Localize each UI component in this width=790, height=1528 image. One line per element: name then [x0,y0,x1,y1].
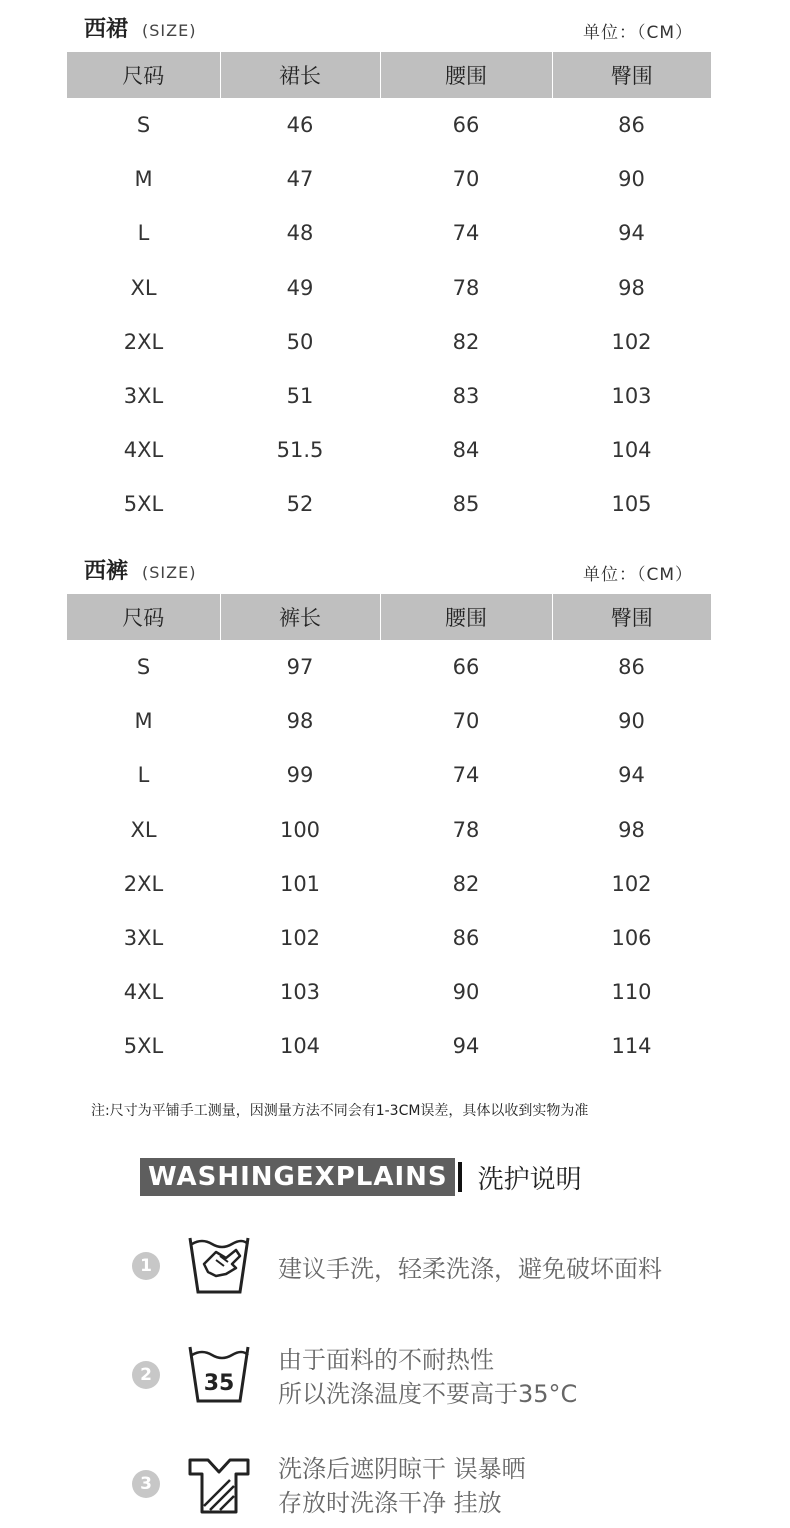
table-row [67,640,711,694]
table-cell: 94 [618,763,645,788]
care-number-badge: 3 [132,1470,160,1498]
table-cell: 105 [611,492,652,517]
header-cell: 臀围 [552,594,711,640]
table-row [67,369,711,423]
care-text-block [278,1452,526,1520]
table-cell: 49 [286,275,314,300]
table-cell: 74 [452,221,480,246]
table-row [67,152,711,206]
washing-banner [140,1158,582,1196]
wash-35-icon [186,1343,252,1405]
table-cell: 90 [452,980,480,1005]
pants-section-title [84,554,196,585]
table-cell: 46 [286,113,314,138]
header-cell: 臀围 [552,52,711,98]
table-cell: 86 [618,113,645,138]
table-row [67,98,711,152]
table-row [67,803,711,857]
skirt-table-body [67,98,711,532]
skirt-title: 西裙 [84,17,129,42]
skirt-size-label: (SIZE) [142,21,197,40]
table-cell: 52 [286,492,314,517]
table-row [67,477,711,531]
table-cell: 66 [452,113,480,138]
table-cell: 82 [452,871,480,896]
table-cell: 2XL [123,329,164,354]
table-row [67,423,711,477]
pants-size-label: (SIZE) [142,563,197,582]
table-cell: 4XL [123,980,164,1005]
header-cell: 裙长 [220,52,380,98]
table-cell: M [134,709,153,734]
table-cell: 83 [452,384,480,409]
header-cell: 尺码 [67,594,220,640]
table-cell: XL [130,817,157,842]
table-cell: 114 [611,1034,652,1059]
table-cell: 98 [618,817,645,842]
table-row [67,261,711,315]
table-cell: S [136,113,151,138]
table-cell: 51.5 [276,438,324,463]
skirt-table-header [67,52,711,98]
care-text-line: 由于面料的不耐热性 [278,1346,494,1374]
care-text-block [278,1343,577,1411]
washing-title-en: WASHINGEXPLAINS [140,1158,455,1196]
care-text-line: 建议手洗，轻柔洗涤，避免破坏面料 [278,1255,662,1283]
table-cell: 70 [452,709,480,734]
table-cell: L [137,763,150,788]
skirt-unit-label: 单位：（CM） [582,23,693,43]
table-cell: 5XL [123,1034,164,1059]
wash-temperature-value: 35 [203,1371,235,1396]
table-cell: 82 [452,329,480,354]
table-row [67,857,711,911]
care-item-hand-wash [0,1234,790,1298]
pants-table-body [67,640,711,1074]
care-text-line: 存放时洗涤干净 挂放 [278,1489,502,1517]
pants-size-table [67,594,711,1074]
care-item-shade-dry [0,1452,790,1518]
table-cell: 104 [279,1034,321,1059]
table-cell: 74 [452,763,480,788]
table-row [67,206,711,260]
table-cell: 47 [286,167,314,192]
table-cell: 90 [618,167,645,192]
table-cell: 48 [286,221,314,246]
pants-table-header [67,594,711,640]
table-cell: 4XL [123,438,164,463]
table-cell: 103 [279,980,321,1005]
table-cell: 86 [452,926,480,951]
table-row [67,748,711,802]
table-cell: 110 [611,980,652,1005]
header-cell: 腰围 [380,52,552,98]
care-number-badge: 1 [132,1252,160,1280]
table-cell: 99 [286,763,314,788]
skirt-section-title [84,12,196,43]
shade-dry-icon [186,1454,252,1516]
table-cell: 3XL [123,926,164,951]
hand-wash-icon [186,1234,252,1296]
table-row [67,1019,711,1073]
banner-divider [458,1162,462,1192]
table-cell: 97 [286,655,314,680]
table-row [67,911,711,965]
table-cell: 90 [618,709,645,734]
table-row [67,315,711,369]
table-cell: 84 [452,438,480,463]
header-cell: 腰围 [380,594,552,640]
table-cell: 3XL [123,384,164,409]
table-cell: M [134,167,153,192]
header-cell: 尺码 [67,52,220,98]
table-cell: 86 [618,655,645,680]
skirt-size-table [67,52,711,532]
pants-title: 西裤 [84,559,129,584]
table-cell: 5XL [123,492,164,517]
table-cell: XL [130,275,157,300]
table-cell: 94 [452,1034,480,1059]
care-item-wash-temperature [0,1343,790,1407]
table-cell: 100 [279,817,321,842]
table-cell: S [136,655,151,680]
table-cell: 102 [279,926,321,951]
table-cell: 78 [452,275,480,300]
pants-unit-label: 单位：（CM） [582,565,693,585]
measurement-note: 注:尺寸为平铺手工测量，因测量方法不同会有1-3CM误差，具体以收到实物为准 [91,1103,589,1119]
table-cell: 106 [611,926,652,951]
washing-title-cn: 洗护说明 [477,1164,582,1195]
care-number-badge: 2 [132,1361,160,1389]
table-cell: 94 [618,221,645,246]
header-cell: 裤长 [220,594,380,640]
table-cell: L [137,221,150,246]
table-cell: 2XL [123,871,164,896]
table-cell: 85 [452,492,480,517]
care-text-line: 洗涤后遮阴晾干 误暴晒 [278,1455,526,1483]
care-text-line: 所以洗涤温度不要高于35°C [278,1380,578,1408]
table-cell: 51 [286,384,314,409]
table-cell: 98 [286,709,314,734]
table-cell: 78 [452,817,480,842]
table-cell: 102 [611,329,652,354]
table-cell: 101 [279,871,321,896]
table-cell: 104 [611,438,652,463]
table-row [67,694,711,748]
table-row [67,965,711,1019]
table-cell: 70 [452,167,480,192]
table-cell: 103 [611,384,652,409]
table-cell: 66 [452,655,480,680]
table-cell: 98 [618,275,645,300]
table-cell: 102 [611,871,652,896]
table-cell: 50 [286,329,314,354]
